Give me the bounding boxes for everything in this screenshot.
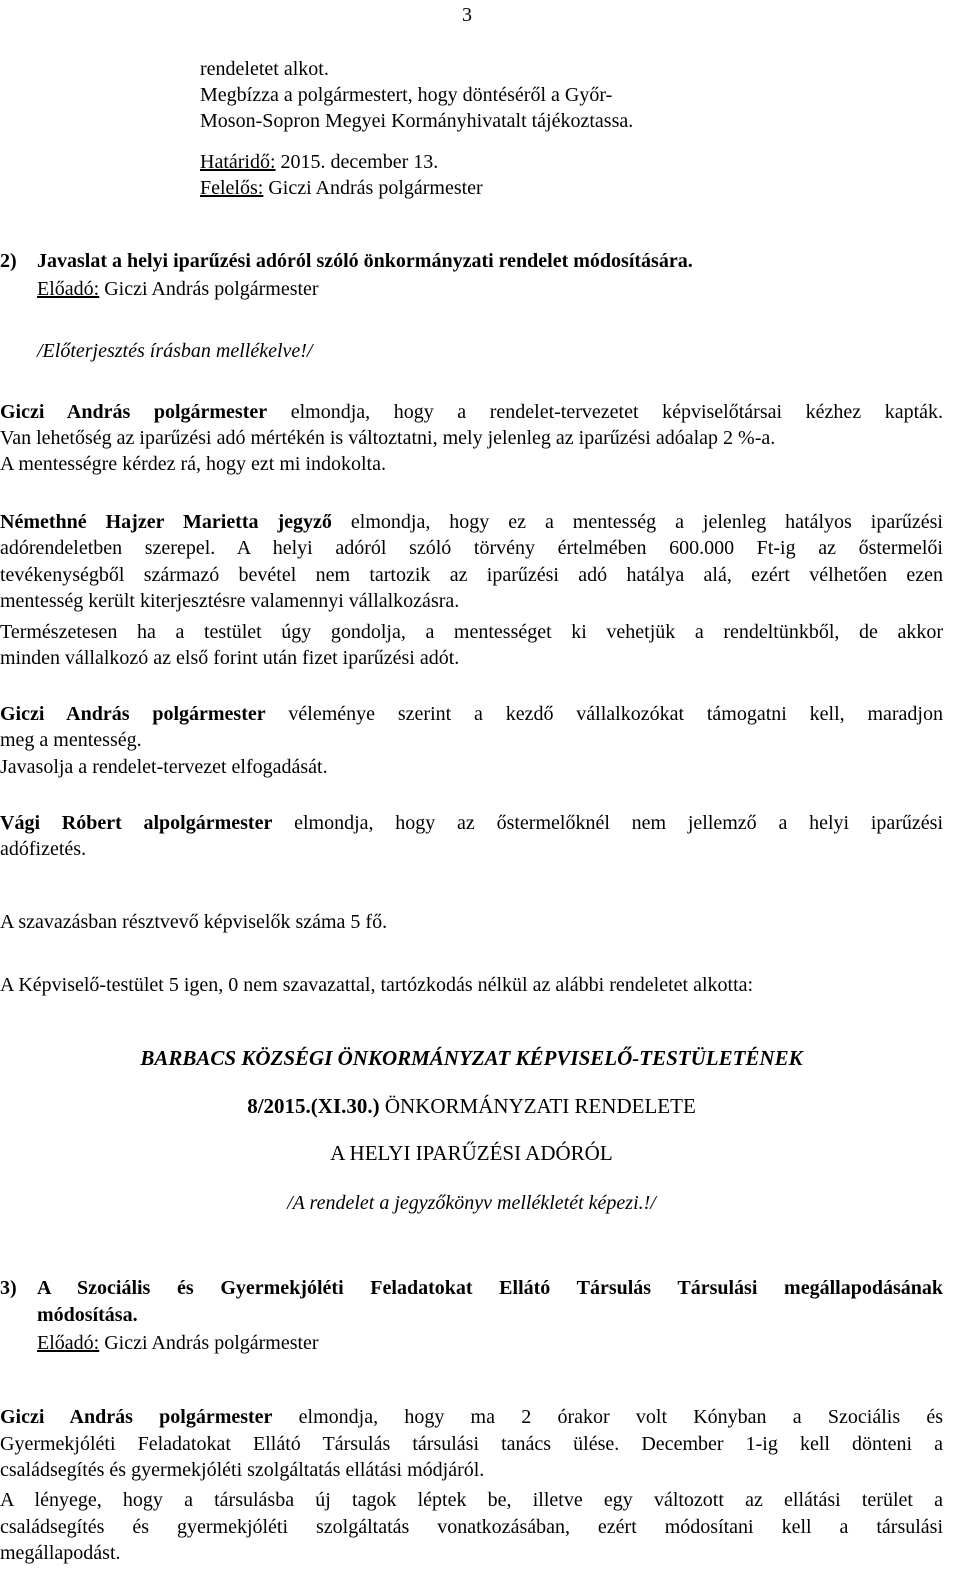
paragraph-line: [0, 701, 943, 727]
text: elmondja, hogy az őstermelőknél nem jellemző a helyi iparűzési: [272, 812, 944, 834]
deadline: [200, 149, 438, 175]
paragraph-line: mentesség került kiterjesztésre valamennyi vállalkozásra.: [0, 590, 460, 612]
text: elmondja, hogy a rendelet-tervezetet képviselőtársai kézhez kapták.: [267, 401, 944, 423]
speaker: Vági Róbert alpolgármester: [0, 812, 273, 834]
speaker: Giczi András polgármester: [0, 1406, 273, 1428]
decree-note: /A rendelet a jegyzőkönyv mellékletét képezi.!/: [287, 1192, 656, 1214]
page-number: 3: [462, 4, 472, 26]
paragraph-line: Javasolja a rendelet-tervezet elfogadását.: [0, 756, 328, 778]
paragraph-line: meg a mentesség.: [0, 729, 142, 751]
paragraph-line: tevékenységből származó bevétel nem tartozik az iparűzési adó hatálya alá, ezért vélhetően ezen: [0, 564, 943, 586]
attachment-note: /Előterjesztés írásban mellékelve!/: [37, 340, 313, 362]
responsible-label: Felelős:: [200, 177, 264, 199]
paragraph-line: [0, 1404, 943, 1430]
agenda-item-2-title: [0, 248, 693, 274]
intro-line: Moson-Sopron Megyei Kormányhivatalt tájékoztassa.: [200, 110, 634, 132]
deadline-value: 2015. december 13.: [275, 151, 439, 173]
speaker: Giczi András polgármester: [0, 401, 268, 423]
paragraph-line: megállapodást.: [0, 1542, 121, 1564]
item-title: Javaslat a helyi iparűzési adóról szóló önkormányzati rendelet módosítására.: [37, 250, 693, 272]
intro-line: Megbízza a polgármestert, hogy döntéséről a Győr-: [200, 84, 613, 106]
paragraph-line: A lényege, hogy a társulásba új tagok léptek be, illetve egy változott az ellátási terület a: [0, 1489, 943, 1511]
speaker: Némethné Hajzer Marietta jegyző: [0, 511, 332, 533]
paragraph-line: adófizetés.: [0, 838, 87, 860]
paragraph-line: adórendeletben szerepel. A helyi adóról szóló törvény értelmében 600.000 Ft-ig az őstermelői: [0, 537, 943, 559]
paragraph-line: [0, 810, 943, 836]
item-number: 3): [0, 1277, 17, 1299]
paragraph-line: Gyermekjóléti Feladatokat Ellátó Társulás társulási tanács ülése. December 1-ig kell dönteni a: [0, 1433, 943, 1455]
presenter-value: Giczi András polgármester: [99, 1332, 319, 1354]
decree-heading: A HELYI IPARŰZÉSI ADÓRÓL: [330, 1141, 613, 1165]
intro-line: rendeletet alkot.: [200, 58, 329, 80]
item-title-cont: módosítása.: [37, 1304, 138, 1326]
item2-presenter: [37, 276, 319, 302]
text: elmondja, hogy ez a mentesség a jelenleg hatályos iparűzési: [331, 511, 943, 533]
vote-result: A Képviselő-testület 5 igen, 0 nem szavazattal, tartózkodás nélkül az alábbi rendeletet alkotta:: [0, 974, 754, 996]
paragraph-line: családsegítés és gyermekjóléti szolgáltatás ellátási módjáról.: [0, 1459, 485, 1481]
text: véleménye szerint a kezdő vállalkozókat támogatni kell, maradjon: [265, 703, 943, 725]
decree-number: 8/2015.(XI.30.): [247, 1094, 380, 1118]
decree-heading: [0, 1093, 943, 1119]
paragraph-line: családsegítés és gyermekjóléti szolgáltatás vonatkozásában, ezért módosítani kell a társulási: [0, 1516, 943, 1538]
presenter-value: Giczi András polgármester: [99, 278, 319, 300]
paragraph-line: [0, 509, 943, 535]
text: elmondja, hogy ma 2 órakor volt Kónyban a Szociális és: [272, 1406, 944, 1428]
paragraph-line: [0, 399, 943, 425]
vote-count: A szavazásban résztvevő képviselők száma 5 fő.: [0, 911, 388, 933]
item-number: 2): [0, 250, 17, 272]
item3-presenter: [37, 1330, 319, 1356]
responsible-value: Giczi András polgármester: [263, 177, 483, 199]
deadline-label: Határidő:: [200, 151, 276, 173]
speaker: Giczi András polgármester: [0, 703, 266, 725]
responsible: [200, 175, 483, 201]
paragraph-line: Természetesen ha a testület úgy gondolja, a mentességet ki vehetjük a rendeltünkből, de akkor: [0, 621, 943, 643]
item-title: A Szociális és Gyermekjóléti Feladatokat Ellátó Társulás Társulási megállapodásának: [37, 1277, 943, 1299]
presenter-label: Előadó:: [37, 278, 100, 300]
paragraph-line: A mentességre kérdez rá, hogy ezt mi indokolta.: [0, 453, 386, 475]
agenda-item-3-title: [0, 1275, 943, 1301]
decree-type: ÖNKORMÁNYZATI RENDELETE: [379, 1094, 696, 1118]
paragraph-line: minden vállalkozó az első forint után fizet iparűzési adót.: [0, 647, 460, 669]
decree-heading: BARBACS KÖZSÉGI ÖNKORMÁNYZAT KÉPVISELŐ-TESTÜLETÉNEK: [140, 1046, 803, 1070]
paragraph-line: Van lehetőség az iparűzési adó mértékén is változtatni, mely jelenleg az iparűzési adóalap 2 %-a.: [0, 427, 776, 449]
presenter-label: Előadó:: [37, 1332, 100, 1354]
